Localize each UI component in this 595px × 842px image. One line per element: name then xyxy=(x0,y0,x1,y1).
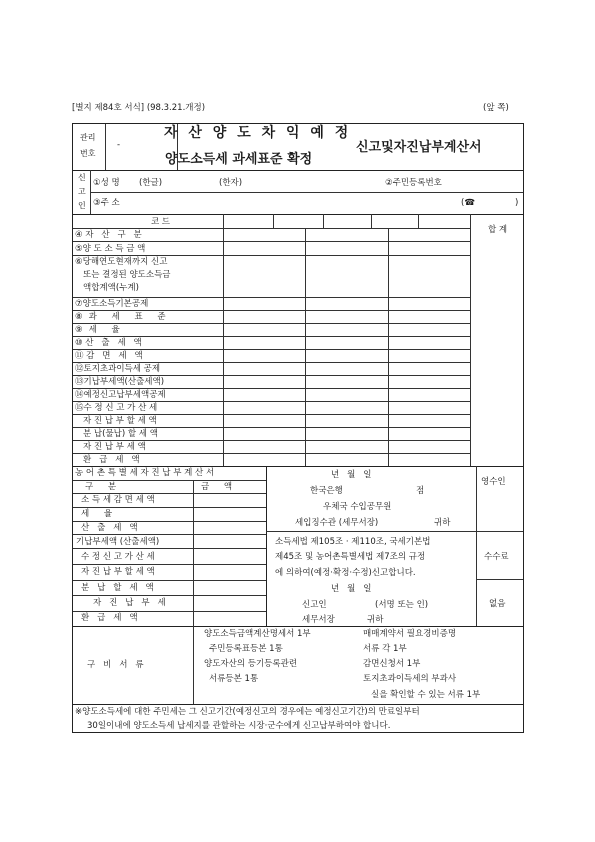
rural-row-label: 세 율 xyxy=(81,509,119,519)
reporter-side-char: 고 xyxy=(78,187,86,196)
calc-row-label: 자 진 납 부 세 액 xyxy=(83,442,146,452)
row-rule xyxy=(73,548,266,549)
row-rule xyxy=(73,453,470,454)
row-rule xyxy=(73,401,470,402)
fee-value: 없음 xyxy=(489,599,506,609)
rural-row-label: 자 진 납 부 할 세 액 xyxy=(81,567,155,577)
row-rule xyxy=(73,427,470,428)
row-rule xyxy=(73,440,470,441)
row-rule xyxy=(73,241,470,242)
fee-rule xyxy=(476,579,523,580)
rural-section-divider xyxy=(266,466,267,626)
calc-bottom-rule xyxy=(73,466,523,467)
calc-row-label: ⑩산 출 세 액 xyxy=(75,338,145,348)
name-label: ①성 명 xyxy=(93,178,120,188)
rural-col-gubun: 구 분 xyxy=(85,482,123,492)
row-rule xyxy=(73,336,470,337)
document-item: 토지초과이득세의 부과사 xyxy=(363,674,457,684)
rural-row-label: 수 정 신 고 가 산 세 xyxy=(81,552,155,562)
title-line-2: 양도소득세 과세표준 확정 xyxy=(165,152,313,167)
form-reference: [별지 제84호 서식] (98.3.21.개정) xyxy=(72,103,206,113)
rural-row-label: 자 진 납 부 세 xyxy=(93,598,169,608)
document-item: 매매계약서 필요경비증명 xyxy=(363,629,457,639)
calc-row-label: 분 납(물납) 할 세 액 xyxy=(83,429,158,439)
document-item: 양도자산의 등기등록관련 xyxy=(204,659,298,669)
rural-row-label: 분 납 할 세 액 xyxy=(81,583,157,593)
rural-row-label: 산 출 세 액 xyxy=(81,523,141,533)
receipt-bottom-rule xyxy=(266,531,523,532)
mgmt-divider xyxy=(105,124,106,170)
receipt-date: 년 월 일 xyxy=(331,470,375,480)
calc-row-label: ⑦양도소득기본공제 xyxy=(75,299,149,309)
row-rule xyxy=(73,534,266,535)
calc-row-label: ⑧과 세 표 준 xyxy=(75,312,172,322)
reporter-side-char: 신 xyxy=(78,173,86,182)
declaration-bottom-rule xyxy=(73,626,523,627)
row-rule xyxy=(73,521,266,522)
phone-close: ) xyxy=(515,198,519,208)
address-label: ③주 소 xyxy=(93,198,120,208)
calc-row-label: ⑥당해연도현재까지 신고 xyxy=(75,257,168,267)
document-item: 서류 각 1부 xyxy=(363,644,407,654)
page-side-label: (앞 쪽) xyxy=(483,103,509,113)
stamp-column-divider xyxy=(476,466,477,626)
row-rule xyxy=(73,493,266,494)
row-rule xyxy=(73,580,266,581)
name-korean-field[interactable]: (한글) xyxy=(139,178,163,188)
name-hanja-field[interactable]: (한자) xyxy=(219,178,243,188)
declaration-honorific: 귀하 xyxy=(367,615,384,625)
documents-bottom-rule xyxy=(73,704,523,705)
calc-row-label: ⑮수 정 신 고 가 산 세 xyxy=(75,403,158,413)
code-box-divider xyxy=(273,214,274,228)
row-rule xyxy=(73,310,470,311)
receipt-tax-office: 세입징수관 (세무서장) xyxy=(295,518,379,528)
code-box-divider xyxy=(418,214,419,228)
row-rule xyxy=(73,611,266,612)
note-line: ※양도소득세에 대한 주민세는 그 신고기간(예정신고의 경우에는 예정신고기간)의 만료일부터 xyxy=(75,707,420,717)
document-item: 서류등본 1통 xyxy=(209,674,259,684)
document-item: 감면신청서 1부 xyxy=(363,659,421,669)
calc-row-label: ⑭예정신고납부세액공제 xyxy=(75,390,166,400)
mgmt-label-2: 번호 xyxy=(80,149,96,158)
declaration-line: 제45조 및 농어촌특별세법 제7조의 규정 xyxy=(275,552,426,562)
receipt-bank: 한국은행 xyxy=(310,486,343,496)
rural-row-label: 소 득 세 감 면 세 액 xyxy=(81,495,155,505)
row-rule xyxy=(73,297,470,298)
receipt-post: 우체국 수입공무원 xyxy=(323,502,392,512)
calc-total-divider xyxy=(470,214,471,466)
declaration-office: 세무서장 xyxy=(302,615,335,625)
row-rule xyxy=(73,388,470,389)
document-item: 양도소득금액계산명세서 1부 xyxy=(204,629,311,639)
reporter-side-char: 인 xyxy=(78,201,86,210)
resident-number-label: ②주민등록번호 xyxy=(385,178,442,188)
calc-label-divider xyxy=(223,214,224,466)
document-item: 실을 확인할 수 있는 서류 1부 xyxy=(371,690,481,700)
calc-row-label: 또는 결정된 양도소득금 xyxy=(83,270,171,280)
declaration-line: 에 의하여(예정·확정·수정)신고합니다. xyxy=(275,568,416,578)
code-row-rule xyxy=(73,228,470,229)
row-rule xyxy=(73,414,470,415)
row-rule xyxy=(73,362,470,363)
calc-row-label: 환 급 세 액 xyxy=(83,455,143,465)
declaration-date: 년 월 일 xyxy=(331,584,375,594)
title-line-1: 자 산 양 도 차 익 예 정 xyxy=(164,125,352,141)
title-bottom-rule xyxy=(73,170,523,171)
document-item: 주민등록표등본 1통 xyxy=(209,644,283,654)
mgmt-label: 관리 xyxy=(80,133,96,142)
calc-row-label: ⑨세 율 xyxy=(75,325,126,335)
note-line: 30일이내에 양도소득세 납세지를 관할하는 시장·군수에게 신고납부하여야 합니다. xyxy=(87,721,391,731)
row-rule xyxy=(73,507,266,508)
rural-title: 농 어 촌 특 별 세 자 진 납 부 계 산 서 xyxy=(75,468,215,478)
receipt-honorific: 귀하 xyxy=(434,518,451,528)
calc-row-label: ⑪감 면 세 액 xyxy=(75,351,146,361)
row-rule xyxy=(73,349,470,350)
declaration-line: 소득세법 제105조 · 제110조, 국세기본법 xyxy=(275,537,431,547)
calc-row-label: ⑫토지초과이득세 공제 xyxy=(75,364,161,374)
code-header: 코드 xyxy=(151,217,173,227)
calc-col-divider xyxy=(305,228,306,466)
row-rule xyxy=(73,564,266,565)
row-rule xyxy=(73,480,266,481)
code-box-divider xyxy=(323,214,324,228)
stamp-label: 영수인 xyxy=(481,477,506,487)
signature-field[interactable]: (서명 또는 인) xyxy=(375,600,429,610)
phone-field[interactable]: (☎ xyxy=(461,198,475,208)
calc-row-label: ④자 산 구 분 xyxy=(75,230,145,240)
reporter-mid-rule xyxy=(90,192,523,193)
total-header: 합 계 xyxy=(488,225,508,235)
title-right: 신고및자진납부계산서 xyxy=(356,140,482,155)
calc-row-label: ⑬기납부세액(산출세액) xyxy=(75,377,165,387)
reporter-bottom-rule xyxy=(73,214,523,215)
code-box-divider xyxy=(371,214,372,228)
calc-col-divider xyxy=(388,228,389,466)
row-rule xyxy=(73,323,470,324)
calc-row-label: 자 진 납 부 할 세 액 xyxy=(83,416,157,426)
calc-row-label: ⑤양 도 소 득 금 액 xyxy=(75,244,146,254)
row-rule xyxy=(73,255,470,256)
calc-row-label: 액합계액(누계) xyxy=(83,283,139,293)
rural-amount-divider xyxy=(193,480,194,626)
tax-return-form xyxy=(72,123,524,733)
row-rule xyxy=(73,375,470,376)
documents-label: 구 비 서 류 xyxy=(87,660,147,670)
documents-divider xyxy=(193,626,194,704)
mgmt-number-field[interactable]: - xyxy=(117,140,121,150)
fee-label: 수수료 xyxy=(484,552,509,562)
rural-col-amount: 금 액 xyxy=(201,482,239,492)
declaration-reporter: 신고인 xyxy=(302,600,327,610)
rural-row-label: 기납부세액 (산출세액) xyxy=(76,537,160,547)
row-rule xyxy=(73,595,266,596)
receipt-bank-branch: 점 xyxy=(416,486,425,496)
rural-row-label: 환 급 세 액 xyxy=(81,613,141,623)
